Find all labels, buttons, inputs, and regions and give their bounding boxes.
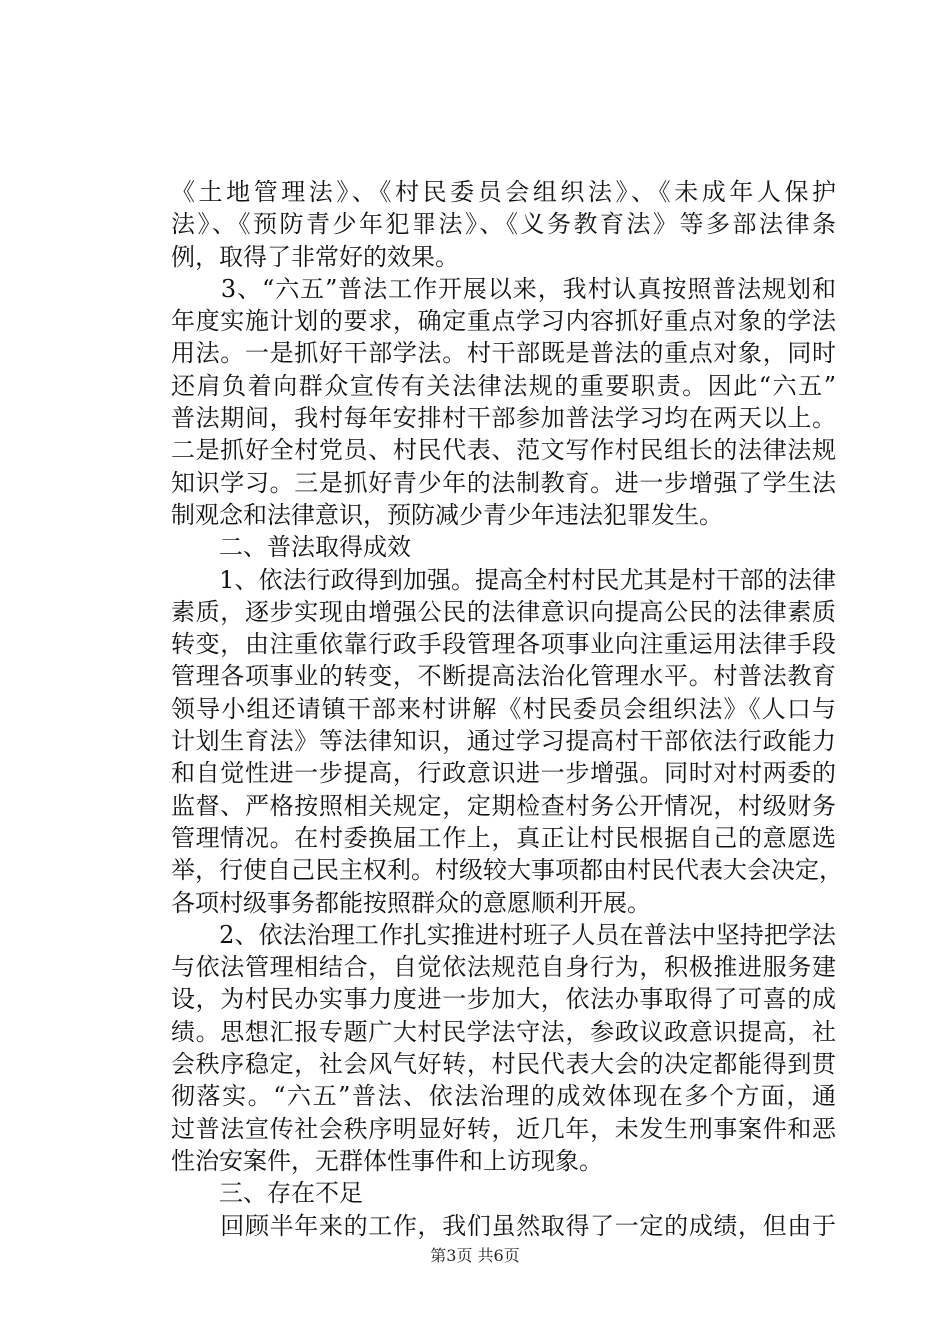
- text-line: 普法期间，我村每年安排村干部参加普法学习均在两天以上。: [171, 404, 836, 433]
- text-line: 管理各项事业的转变，不断提高法治化管理水平。村普法教育: [171, 662, 836, 691]
- text-line: 管理情况。在村委换届工作上，真正让村民根据自己的意愿选: [171, 823, 836, 852]
- text-line: 性治安案件，无群体性事件和上访现象。: [171, 1146, 603, 1175]
- text-line: 法》、《预防青少年犯罪法》、《义务教育法》等多部法律条: [171, 210, 836, 239]
- text-line: 三、存在不足: [171, 1179, 363, 1208]
- text-line: 彻落实。“六五”普法、依法治理的成效体现在多个方面，通: [171, 1082, 836, 1111]
- text-line: 会秩序稳定，社会风气好转，村民代表大会的决定都能得到贯: [171, 1050, 836, 1079]
- text-line: 监督、严格按照相关规定，定期检查村务公开情况，村级财务: [171, 791, 836, 820]
- text-line: 领导小组还请镇干部来村讲解《村民委员会组织法》《人口与: [171, 694, 836, 723]
- text-line: 二、普法取得成效: [171, 533, 411, 562]
- text-line: 二是抓好全村党员、村民代表、范文写作村民组长的法律法规: [171, 436, 836, 465]
- text-line: 年度实施计划的要求，确定重点学习内容抓好重点对象的学法: [171, 307, 836, 336]
- text-line: 举，行使自己民主权利。村级较大事项都由村民代表大会决定，: [171, 856, 843, 885]
- text-line: 与依法管理相结合，自觉依法规范自身行为，积极推进服务建: [171, 953, 836, 982]
- text-line: 《土地管理法》、《村民委员会组织法》、《未成年人保护: [171, 178, 836, 206]
- text-line: 2、依法治理工作扎实推进村班子人员在普法中坚持把学法: [171, 920, 836, 949]
- text-line: 回顾半年来的工作，我们虽然取得了一定的成绩，但由于: [171, 1211, 836, 1240]
- text-line: 各项村级事务都能按照群众的意愿顺利开展。: [171, 888, 651, 917]
- text-line: 转变，由注重依靠行政手段管理各项事业向注重运用法律手段: [171, 630, 836, 659]
- text-line: 用法。一是抓好干部学法。村干部既是普法的重点对象，同时: [171, 339, 836, 368]
- text-line: 3、“六五”普法工作开展以来，我村认真按照普法规划和: [171, 274, 836, 303]
- page-number-footer: 第3页 共6页: [430, 1246, 520, 1265]
- text-line: 过普法宣传社会秩序明显好转，近几年，未发生刑事案件和恶: [171, 1114, 836, 1143]
- text-line: 设，为村民办实事力度进一步加大，依法办事取得了可喜的成: [171, 985, 836, 1014]
- text-line: 计划生育法》等法律知识，通过学习提高村干部依法行政能力: [171, 727, 836, 756]
- text-line: 素质，逐步实现由增强公民的法律意识向提高公民的法律素质: [171, 597, 836, 626]
- text-line: 还肩负着向群众宣传有关法律法规的重要职责。因此“六五”: [171, 371, 836, 400]
- text-line: 知识学习。三是抓好青少年的法制教育。进一步增强了学生法: [171, 468, 836, 497]
- text-line: 绩。思想汇报专题广大村民学法守法，参政议政意识提高，社: [171, 1017, 836, 1046]
- text-line: 1、依法行政得到加强。提高全村村民尤其是村干部的法律: [171, 565, 836, 594]
- text-line: 和自觉性进一步提高，行政意识进一步增强。同时对村两委的: [171, 759, 836, 788]
- document-body: [171, 176, 843, 1242]
- text-line: 例，取得了非常好的效果。: [171, 242, 459, 271]
- text-line: 制观念和法律意识，预防减少青少年违法犯罪发生。: [171, 500, 723, 529]
